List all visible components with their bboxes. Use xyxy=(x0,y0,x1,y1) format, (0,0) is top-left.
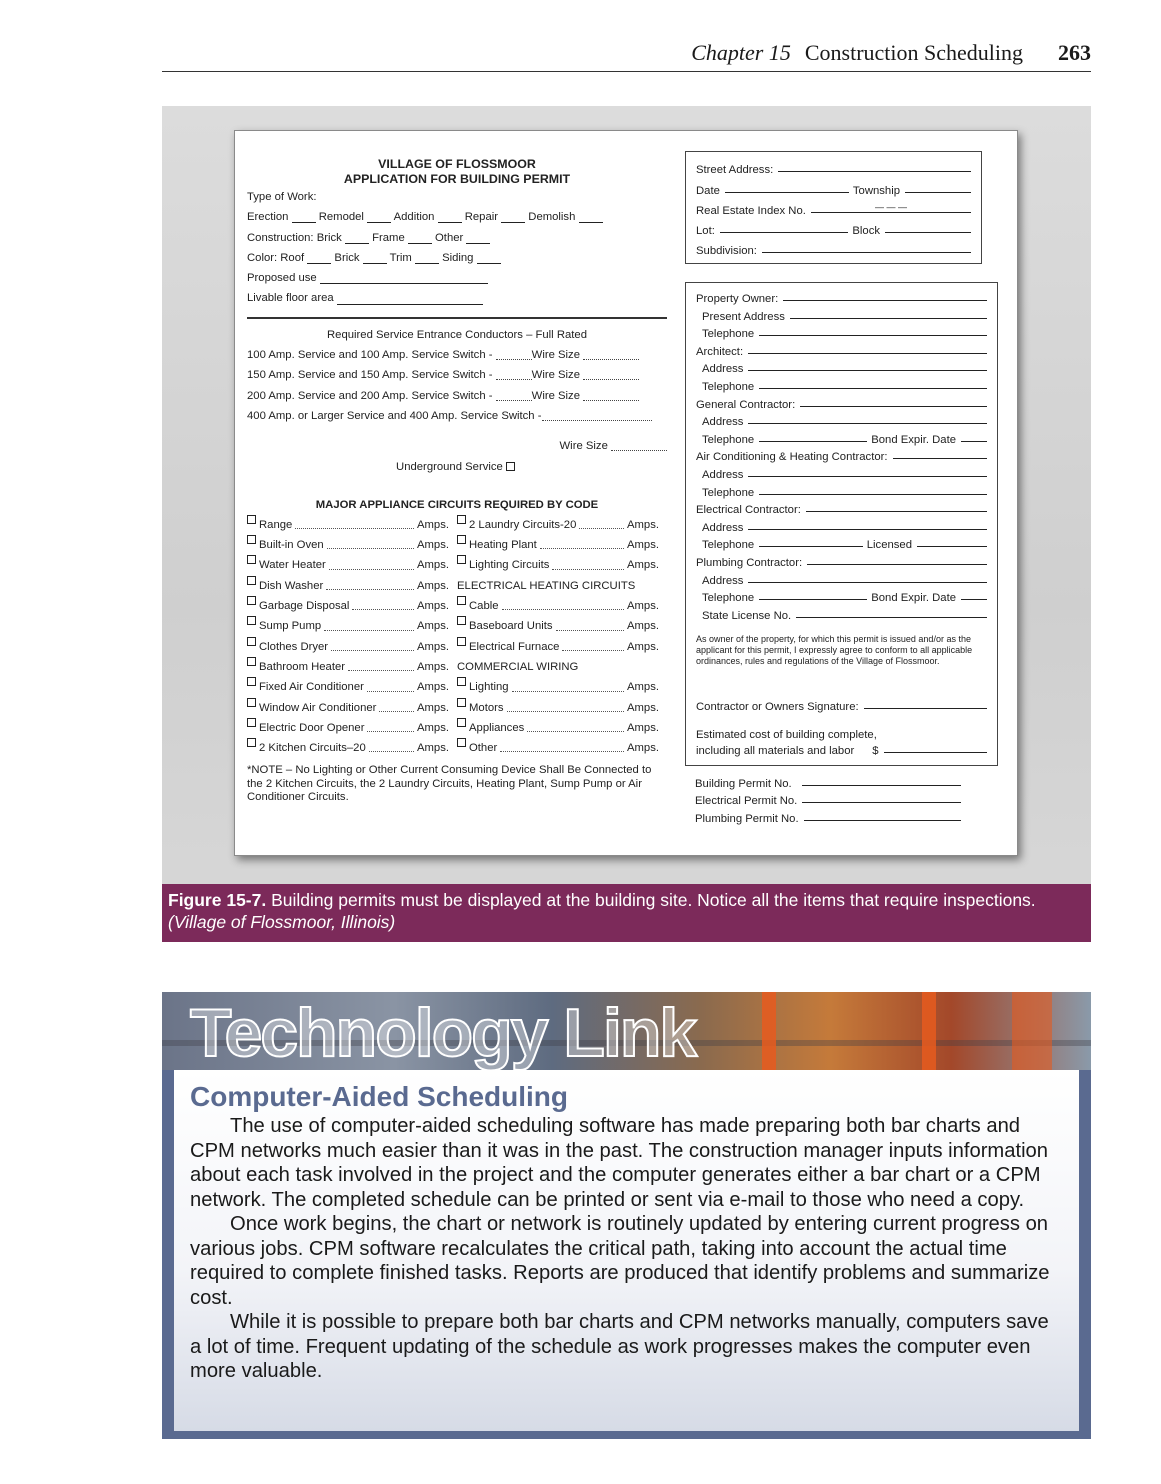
service-row: 200 Amp. Service and 200 Amp. Service Switch - Wire Size xyxy=(247,386,667,406)
underground-service-row: Underground Service xyxy=(247,457,667,477)
permit-numbers xyxy=(685,772,961,825)
checkbox-icon[interactable] xyxy=(457,515,466,524)
checkbox-icon[interactable] xyxy=(506,462,515,471)
circuit-label: Cable xyxy=(469,600,499,613)
amps-label: Amps. xyxy=(416,518,449,531)
amps-label: Amps. xyxy=(626,742,659,755)
contractors-box xyxy=(685,282,998,766)
amps-label: Amps. xyxy=(626,721,659,734)
paragraph: While it is possible to prepare both bar charts and CPM networks manually, computers save a lot of time. Frequent updating of the schedule as work progresses makes the computer even more valuable. xyxy=(190,1311,1049,1382)
circuit-label: Sump Pump xyxy=(259,620,322,633)
circuit-row xyxy=(247,596,457,616)
circuit-row xyxy=(457,515,667,535)
technology-link-body xyxy=(174,1070,1079,1431)
checkbox-icon[interactable] xyxy=(457,616,466,625)
livable-area-row: Livable floor area xyxy=(247,288,667,308)
technology-link-banner xyxy=(162,992,1091,1070)
circuit-label: Window Air Conditioner xyxy=(259,701,377,714)
telephone-bond-row: Telephone Bond Expir. Date xyxy=(696,428,987,446)
permit-title: VILLAGE OF FLOSSMOOR xyxy=(378,157,536,171)
estimated-cost-label: Estimated cost of building complete, xyxy=(696,729,877,742)
electrical-permit-row: Electrical Permit No. xyxy=(695,790,961,808)
checkbox-icon[interactable] xyxy=(247,718,256,727)
page-number: 263 xyxy=(1058,40,1091,65)
checkbox-icon[interactable] xyxy=(457,698,466,707)
checkbox-icon[interactable] xyxy=(247,698,256,707)
service-list xyxy=(247,345,667,426)
plumbing-contractor-row: Plumbing Contractor: xyxy=(696,551,987,569)
appliance-heading: MAJOR APPLIANCE CIRCUITS REQUIRED BY CODE xyxy=(315,498,599,511)
figure-15-7 xyxy=(162,106,1091,942)
proposed-use-row: Proposed use xyxy=(247,268,667,288)
address-row: Address xyxy=(696,516,987,534)
checkbox-icon[interactable] xyxy=(247,677,256,686)
amps-label: Amps. xyxy=(416,660,449,673)
circuit-row xyxy=(247,677,457,697)
amps-label: Amps. xyxy=(416,701,449,714)
checkbox-icon[interactable] xyxy=(457,535,466,544)
building-permit-row: Building Permit No. xyxy=(695,772,961,790)
left-circuit-column xyxy=(247,515,457,759)
amps-label: Amps. xyxy=(416,681,449,694)
caption-text: Building permits must be displayed at the building site. Notice all the items that require inspections. xyxy=(266,890,1036,910)
circuit-label: Fixed Air Conditioner xyxy=(259,681,364,694)
circuit-row xyxy=(247,738,457,758)
service-row: 150 Amp. Service and 150 Amp. Service Switch - Wire Size xyxy=(247,365,667,385)
architect-row: Architect: xyxy=(696,340,987,358)
circuit-label: Bathroom Heater xyxy=(259,660,346,673)
circuit-row xyxy=(457,535,667,555)
circuit-row xyxy=(247,555,457,575)
checkbox-icon[interactable] xyxy=(247,738,256,747)
color-row: Color: Roof Brick Trim Siding xyxy=(247,248,667,268)
checkbox-icon[interactable] xyxy=(457,718,466,727)
lot-block-row: Lot: Block xyxy=(696,217,971,237)
circuit-row xyxy=(457,718,667,738)
circuit-row xyxy=(457,637,667,657)
circuit-row xyxy=(457,596,667,616)
telephone-row: Telephone xyxy=(696,481,987,499)
work-type-row: Erection Remodel Addition Repair Demolish xyxy=(247,207,667,227)
estimated-cost-row: including all materials and labor $ xyxy=(696,742,987,757)
address-row: Address xyxy=(696,411,987,429)
paragraph: The use of computer-aided scheduling software has made preparing both bar charts and CPM networks much easier than it was in the past. The construction manager inputs information about each task involved in the project and the computer generates either a bar chart or a CPM network. The completed schedule can be printed or sent via e-mail to those who need a copy. xyxy=(190,1115,1049,1211)
amps-label: Amps. xyxy=(626,681,659,694)
circuit-label: Built-in Oven xyxy=(259,539,324,552)
amps-label: Amps. xyxy=(626,620,659,633)
checkbox-icon[interactable] xyxy=(457,596,466,605)
circuit-label: Electric Door Opener xyxy=(259,721,365,734)
circuit-label: Garbage Disposal xyxy=(259,600,350,613)
circuit-label: Electrical Furnace xyxy=(469,640,560,653)
plumbing-permit-row: Plumbing Permit No. xyxy=(695,807,961,825)
circuit-label: COMMERCIAL WIRING xyxy=(457,660,579,673)
address-box xyxy=(685,151,982,264)
address-row: Address xyxy=(696,569,987,587)
paragraph: Once work begins, the chart or network is routinely updated by entering current progress on various jobs. CPM software recalculates the critical path, taking into account the actual time required to complete finished tasks. Reports are produced that identify problems and summarize cost. xyxy=(190,1213,1050,1309)
owner-statement: As owner of the property, for which this permit is issued and/or as the applicant for this permit, I expressly agree to conform to all applicable ordinances, rules and regulations of the Village of Flossmoor. xyxy=(696,633,973,666)
telephone-row: Telephone xyxy=(696,375,987,393)
amps-label: Amps. xyxy=(416,742,449,755)
figure-caption xyxy=(162,884,1091,942)
technology-link-title: Technology Link xyxy=(190,995,696,1070)
checkbox-icon[interactable] xyxy=(247,616,256,625)
technology-link-box xyxy=(162,992,1091,1439)
amps-label: Amps. xyxy=(626,600,659,613)
telephone-licensed-row: Telephone Licensed xyxy=(696,534,987,552)
state-license-row: State License No. xyxy=(696,604,987,622)
amps-label: Amps. xyxy=(416,640,449,653)
circuit-label: 2 Kitchen Circuits–20 xyxy=(259,742,366,755)
circuit-label: Baseboard Units xyxy=(469,620,553,633)
property-owner-row: Property Owner: xyxy=(696,287,987,305)
running-header xyxy=(162,40,1091,72)
circuit-row xyxy=(247,515,457,535)
circuit-label: Appliances xyxy=(469,721,525,734)
type-of-work-label: Type of Work: xyxy=(247,191,317,203)
circuit-row xyxy=(247,576,457,596)
wire-size-row: Wire Size xyxy=(247,436,667,456)
circuit-label: ELECTRICAL HEATING CIRCUITS xyxy=(457,579,636,592)
amps-label: Amps. xyxy=(416,579,449,592)
signature-row: Contractor or Owners Signature: xyxy=(696,693,987,713)
circuit-label: Water Heater xyxy=(259,559,326,572)
amps-label: Amps. xyxy=(416,721,449,734)
circuit-row xyxy=(457,657,667,677)
building-permit-form xyxy=(234,130,1018,856)
right-circuit-column xyxy=(457,515,667,759)
date-township-row: Date Township xyxy=(696,176,971,196)
checkbox-icon[interactable] xyxy=(247,596,256,605)
checkbox-icon[interactable] xyxy=(457,677,466,686)
circuit-table xyxy=(247,515,667,759)
circuit-row xyxy=(247,637,457,657)
subdivision-row: Subdivision: xyxy=(696,237,971,257)
checkbox-icon[interactable] xyxy=(247,535,256,544)
circuit-row xyxy=(247,616,457,636)
address-row: Address xyxy=(696,463,987,481)
checkbox-icon[interactable] xyxy=(247,555,256,564)
circuit-row xyxy=(247,698,457,718)
ac-contractor-row: Air Conditioning & Heating Contractor: xyxy=(696,446,987,464)
circuit-label: Lighting xyxy=(469,681,509,694)
service-heading: Required Service Entrance Conductors – Full Rated xyxy=(327,328,587,341)
amps-label: Amps. xyxy=(626,518,659,531)
circuit-row xyxy=(457,616,667,636)
checkbox-icon[interactable] xyxy=(247,657,256,666)
circuit-label: Heating Plant xyxy=(469,539,537,552)
present-address-row: Present Address xyxy=(696,305,987,323)
amps-label: Amps. xyxy=(416,539,449,552)
circuit-row xyxy=(247,718,457,738)
service-row: 100 Amp. Service and 100 Amp. Service Switch - Wire Size xyxy=(247,345,667,365)
electrical-contractor-row: Electrical Contractor: xyxy=(696,499,987,517)
circuit-label: Range xyxy=(259,518,293,531)
circuit-label: 2 Laundry Circuits-20 xyxy=(469,518,577,531)
caption-label: Figure 15-7. xyxy=(168,890,267,910)
checkbox-icon[interactable] xyxy=(457,555,466,564)
permit-right-column xyxy=(685,151,1010,825)
circuit-row xyxy=(457,677,667,697)
construction-row: Construction: Brick Frame Other xyxy=(247,228,667,248)
circuit-label: Motors xyxy=(469,701,504,714)
circuit-row xyxy=(247,657,457,677)
checkbox-icon[interactable] xyxy=(247,637,256,646)
caption-credit: (Village of Flossmoor, Illinois) xyxy=(168,912,396,932)
circuit-row xyxy=(457,576,667,596)
circuit-label: Other xyxy=(469,742,498,755)
checkbox-icon[interactable] xyxy=(457,738,466,747)
chapter-title: Chapter 15 Construction Scheduling xyxy=(691,40,1023,65)
telephone-bond-row: Telephone Bond Expir. Date xyxy=(696,587,987,605)
section-heading: Computer-Aided Scheduling xyxy=(190,1081,568,1112)
circuit-label: Dish Washer xyxy=(259,579,324,592)
general-contractor-row: General Contractor: xyxy=(696,393,987,411)
amps-label: Amps. xyxy=(626,701,659,714)
permit-left-column xyxy=(247,157,667,805)
real-estate-index-row: Real Estate Index No. — — — xyxy=(696,197,971,217)
checkbox-icon[interactable] xyxy=(247,576,256,585)
circuit-note: *NOTE – No Lighting or Other Current Consuming Device Shall Be Connected to the 2 Kitchen Circuits, the 2 Laundry Circuits, Heating Plant, Sump Pump or Air Conditioner Circuits. xyxy=(247,764,652,804)
amps-label: Amps. xyxy=(626,539,659,552)
permit-subtitle: APPLICATION FOR BUILDING PERMIT xyxy=(343,172,571,186)
circuit-row xyxy=(247,535,457,555)
circuit-row xyxy=(457,738,667,758)
circuit-row xyxy=(457,555,667,575)
amps-label: Amps. xyxy=(416,559,449,572)
section-divider xyxy=(247,317,667,319)
circuit-label: Lighting Circuits xyxy=(469,559,550,572)
amps-label: Amps. xyxy=(416,620,449,633)
amps-label: Amps. xyxy=(626,640,659,653)
address-row: Address xyxy=(696,358,987,376)
street-address-row: Street Address: xyxy=(696,156,971,176)
checkbox-icon[interactable] xyxy=(247,515,256,524)
circuit-row xyxy=(457,698,667,718)
amps-label: Amps. xyxy=(626,559,659,572)
telephone-row: Telephone xyxy=(696,323,987,341)
circuit-label: Clothes Dryer xyxy=(259,640,329,653)
amps-label: Amps. xyxy=(416,600,449,613)
service-row-400: 400 Amp. or Larger Service and 400 Amp. Service Switch - xyxy=(247,406,667,426)
checkbox-icon[interactable] xyxy=(457,637,466,646)
